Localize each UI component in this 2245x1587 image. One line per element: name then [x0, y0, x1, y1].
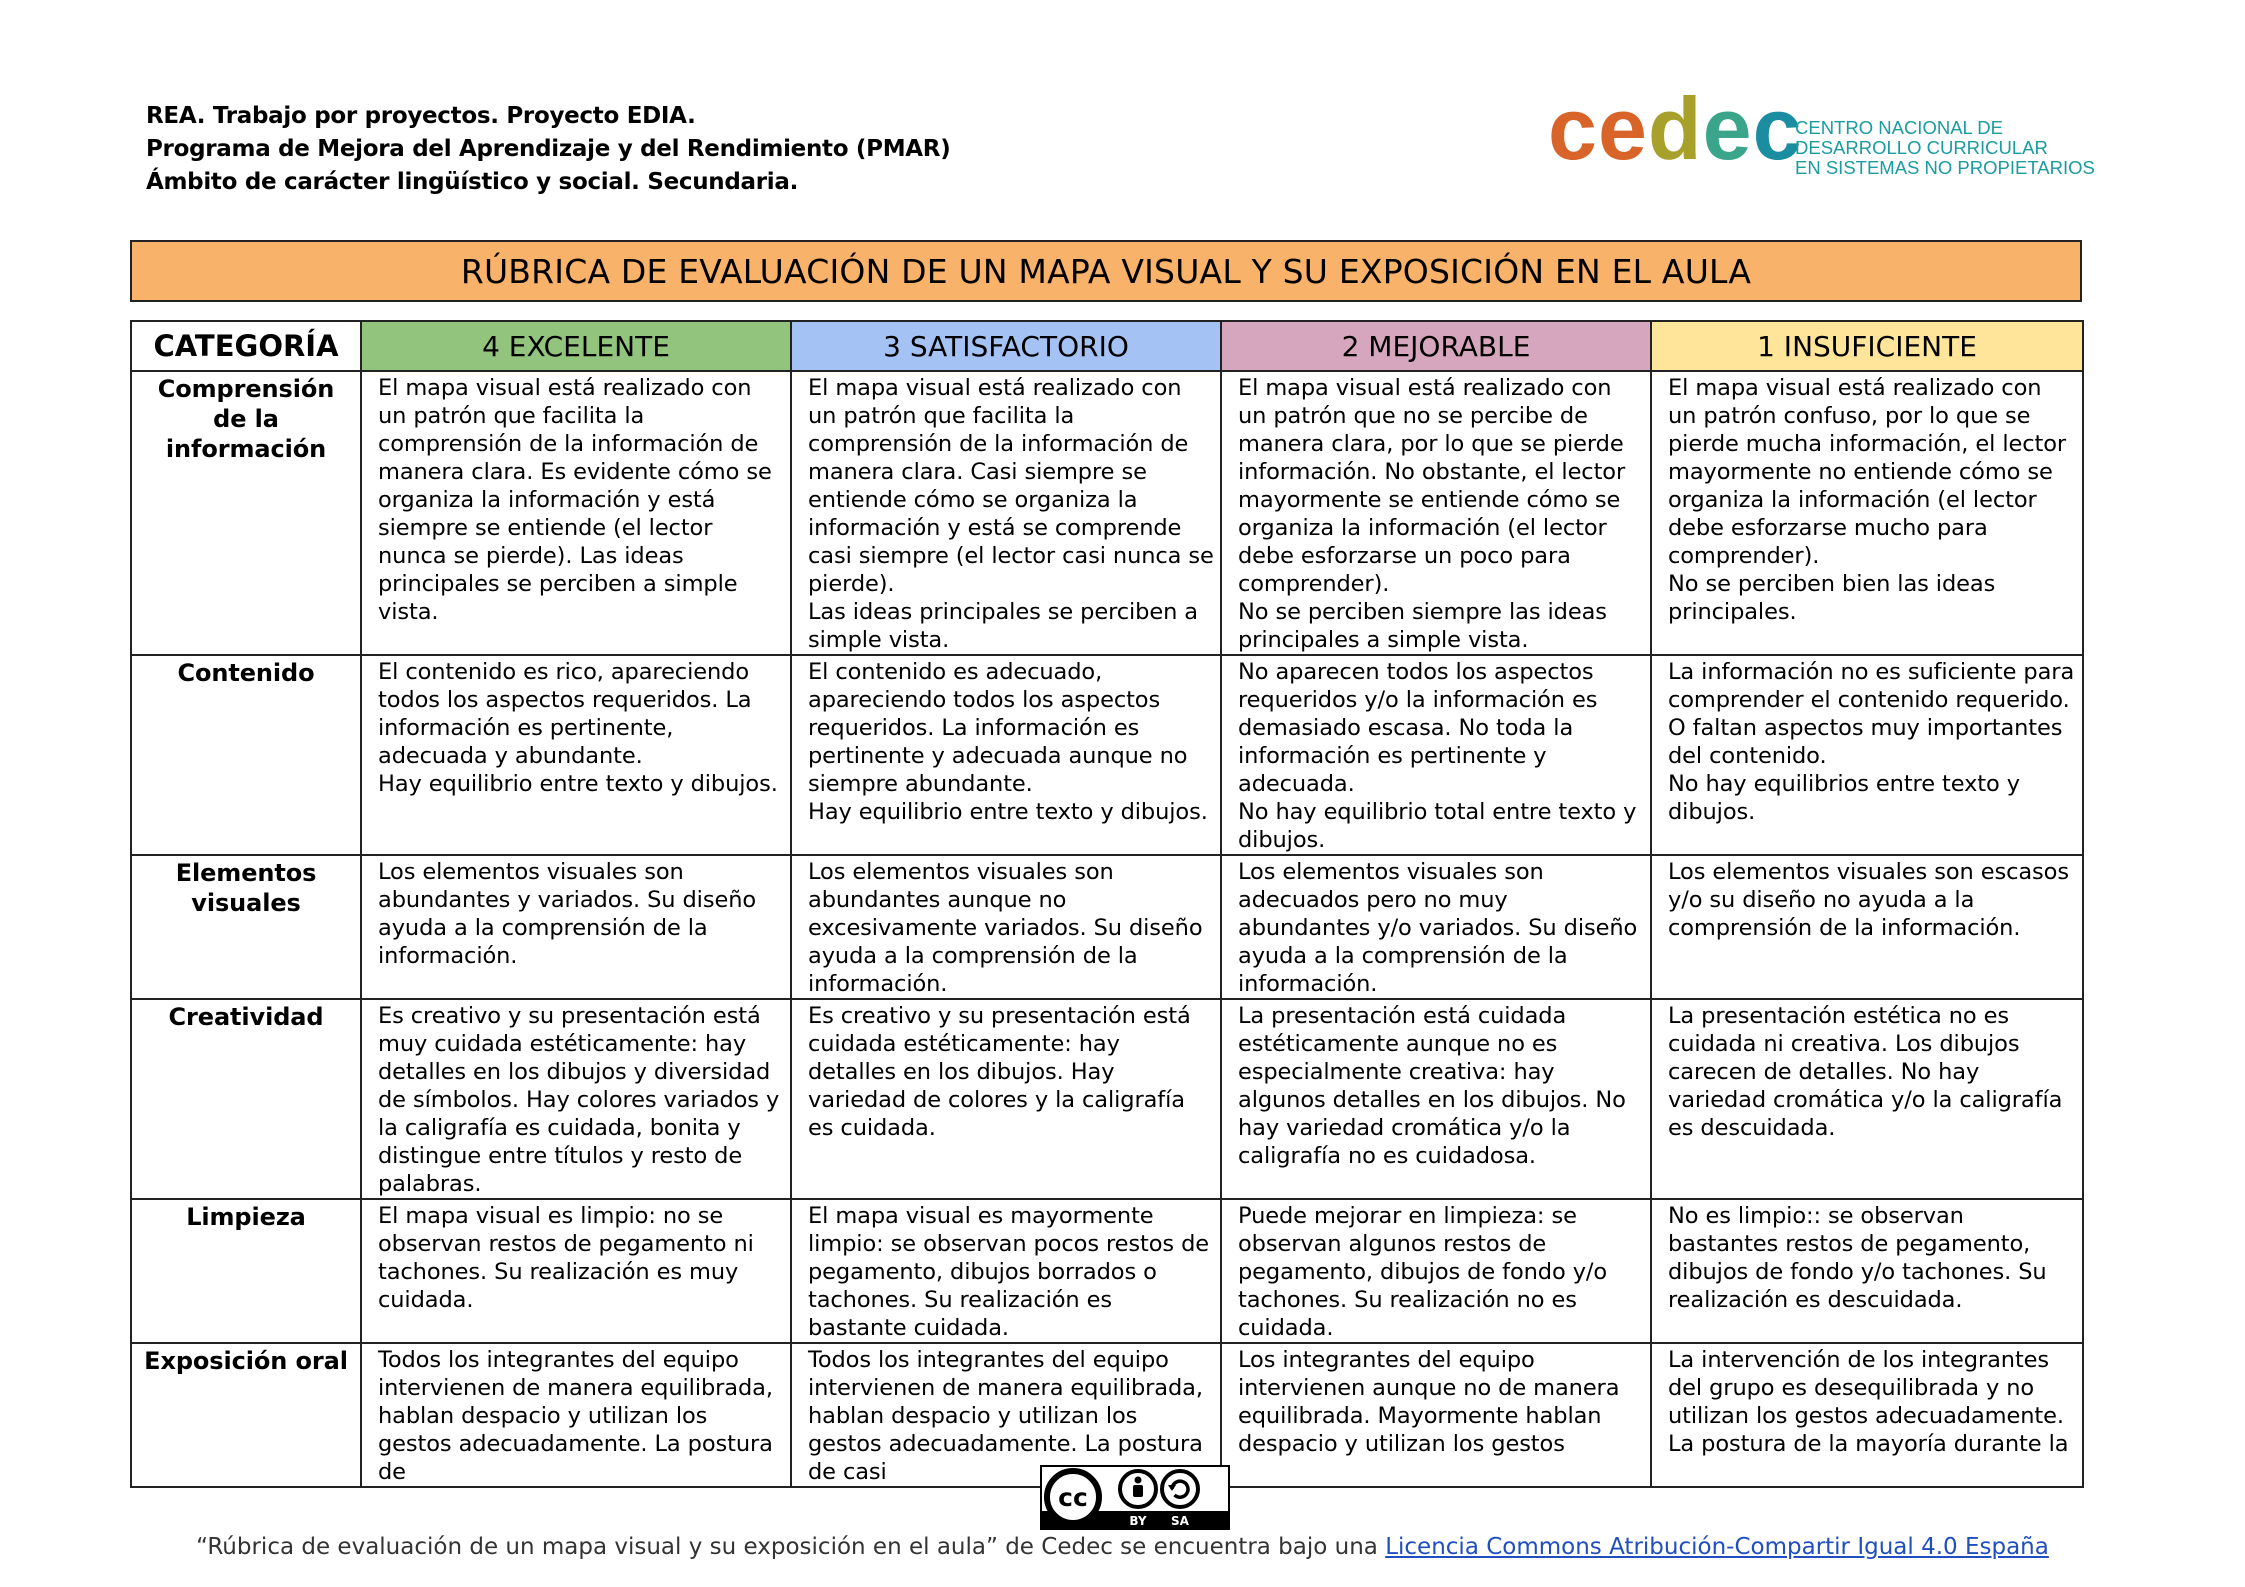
category-cell: Limpieza	[131, 1199, 361, 1343]
license-statement: “Rúbrica de evaluación de un mapa visual y su exposición en el aula” de Cedec se encuentra bajo una	[196, 1534, 1386, 1560]
logo-letter: e	[1597, 79, 1648, 178]
criteria-cell: No aparecen todos los aspectos requeridos y/o la información es demasiado escasa. No toda la información es pertinente y adecuada. No hay equilibrio total entre texto y dibujos.	[1221, 655, 1651, 855]
logo-letter: e	[1702, 79, 1753, 178]
criteria-cell: Los elementos visuales son escasos y/o su diseño no ayuda a la comprensión de la información.	[1651, 855, 2083, 999]
table-row	[131, 655, 2083, 855]
criteria-cell: La intervención de los integrantes del grupo es desequilibrada y no utilizan los gestos adecuadamente. La postura de la mayoría durante la	[1651, 1343, 2083, 1487]
level-header-insuficiente: 1 INSUFICIENTE	[1651, 321, 2083, 371]
header-line: Programa de Mejora del Aprendizaje y del Rendimiento (PMAR)	[146, 136, 951, 162]
document-header	[146, 100, 950, 199]
criteria-cell: Puede mejorar en limpieza: se observan algunos restos de pegamento, dibujos de fondo y/o tachones. Su realización no es cuidada.	[1221, 1199, 1651, 1343]
cc-label: cc	[1058, 1483, 1088, 1512]
logo-tagline-line: DESARROLLO CURRICULAR	[1795, 137, 2048, 158]
criteria-cell: Todos los integrantes del equipo intervienen de manera equilibrada, hablan despacio y utilizan los gestos adecuadamente. La postura de casi	[791, 1343, 1221, 1487]
logo-letter: c	[1548, 79, 1598, 178]
criteria-cell: Los elementos visuales son adecuados pero no muy abundantes y/o variados. Su diseño ayuda a la comprensión de la información.	[1221, 855, 1651, 999]
criteria-cell: Los integrantes del equipo intervienen aunque no de manera equilibrada. Mayormente hablan despacio y utilizan los gestos	[1221, 1343, 1651, 1487]
level-header-excelente: 4 EXCELENTE	[361, 321, 791, 371]
level-header-satisfactorio: 3 SATISFACTORIO	[791, 321, 1221, 371]
sa-label: SA	[1171, 1514, 1189, 1528]
criteria-cell: Los elementos visuales son abundantes aunque no excesivamente variados. Su diseño ayuda a la comprensión de la información.	[791, 855, 1221, 999]
license-footer	[0, 1534, 2245, 1560]
logo-tagline-line: EN SISTEMAS NO PROPIETARIOS	[1795, 157, 2095, 178]
category-cell: Comprensión de la información	[131, 371, 361, 655]
rubric-table	[130, 320, 2084, 1488]
table-row	[131, 371, 2083, 655]
criteria-cell: El mapa visual está realizado con un patrón que facilita la comprensión de la información de manera clara. Casi siempre se entiende cómo se organiza la información y está se comprende casi siempre (el lector casi nunca se pierde). Las ideas principales se perciben a simple vista.	[791, 371, 1221, 655]
criteria-cell: El contenido es rico, apareciendo todos los aspectos requeridos. La información es pertinente, adecuada y abundante. Hay equilibrio entre texto y dibujos.	[361, 655, 791, 855]
criteria-cell: Los elementos visuales son abundantes y variados. Su diseño ayuda a la comprensión de la información.	[361, 855, 791, 999]
category-cell: Elementos visuales	[131, 855, 361, 999]
table-row	[131, 999, 2083, 1199]
logo-tagline-line: CENTRO NACIONAL DE	[1795, 117, 2003, 138]
header-line: Ámbito de carácter lingüístico y social. Secundaria.	[146, 169, 799, 195]
table-row	[131, 855, 2083, 999]
criteria-cell: No es limpio:: se observan bastantes restos de pegamento, dibujos de fondo y/o tachones. Su realización es descuidada.	[1651, 1199, 2083, 1343]
criteria-cell: La presentación estética no es cuidada ni creativa. Los dibujos carecen de detalles. No hay variedad cromática y/o la caligrafía es descuidada.	[1651, 999, 2083, 1199]
criteria-cell: El mapa visual está realizado con un patrón confuso, por lo que se pierde mucha información, el lector mayormente no entiende cómo se organiza la información (el lector debe esforzarse mucho para comprender). No se perciben bien las ideas principales.	[1651, 371, 2083, 655]
category-cell: Exposición oral	[131, 1343, 361, 1487]
category-header: CATEGORÍA	[131, 321, 361, 371]
header-row	[131, 321, 2083, 371]
logo-wordmark	[1548, 78, 1803, 180]
criteria-cell: El mapa visual es mayormente limpio: se observan pocos restos de pegamento, dibujos borrados o tachones. Su realización es bastante cuidada.	[791, 1199, 1221, 1343]
criteria-cell: El contenido es adecuado, apareciendo todos los aspectos requeridos. La información es pertinente y adecuada aunque no siempre abundante. Hay equilibrio entre texto y dibujos.	[791, 655, 1221, 855]
logo-letter: d	[1647, 79, 1703, 178]
criteria-cell: La presentación está cuidada estéticamente aunque no es especialmente creativa: hay algunos detalles en los dibujos. No hay variedad cromática y/o la caligrafía no es cuidadosa.	[1221, 999, 1651, 1199]
category-cell: Contenido	[131, 655, 361, 855]
criteria-cell: El mapa visual es limpio: no se observan restos de pegamento ni tachones. Su realización es muy cuidada.	[361, 1199, 791, 1343]
criteria-cell: El mapa visual está realizado con un patrón que no se percibe de manera clara, por lo que se pierde información. No obstante, el lector mayormente se entiende cómo se organiza la información (el lector debe esforzarse un poco para comprender). No se perciben siempre las ideas principales a simple vista.	[1221, 371, 1651, 655]
criteria-cell: Es creativo y su presentación está muy cuidada estéticamente: hay detalles en los dibujos y diversidad de símbolos. Hay colores variados y la caligrafía es cuidada, bonita y distingue entre títulos y resto de palabras.	[361, 999, 791, 1199]
level-header-mejorable: 2 MEJORABLE	[1221, 321, 1651, 371]
header-line: REA. Trabajo por proyectos. Proyecto EDIA.	[146, 103, 696, 129]
criteria-cell: Es creativo y su presentación está cuidada estéticamente: hay detalles en los dibujos. Hay variedad de colores y la caligrafía es cuidada.	[791, 999, 1221, 1199]
logo-letter: c	[1752, 79, 1803, 178]
category-cell: Creatividad	[131, 999, 361, 1199]
logo-tagline	[1795, 118, 2095, 178]
table-row	[131, 1199, 2083, 1343]
criteria-cell: Todos los integrantes del equipo intervienen de manera equilibrada, hablan despacio y utilizan los gestos adecuadamente. La postura de	[361, 1343, 791, 1487]
license-link[interactable]: Licencia Commons Atribución-Compartir Igual 4.0 España	[1385, 1534, 2049, 1560]
sa-share-alike-icon	[1162, 1471, 1198, 1507]
by-label: BY	[1129, 1514, 1147, 1528]
cedec-logo	[1548, 79, 2095, 190]
rubric-title: RÚBRICA DE EVALUACIÓN DE UN MAPA VISUAL Y SU EXPOSICIÓN EN EL AULA	[130, 240, 2082, 302]
criteria-cell: La información no es suficiente para comprender el contenido requerido. O faltan aspectos muy importantes del contenido. No hay equilibrios entre texto y dibujos.	[1651, 655, 2083, 855]
criteria-cell: El mapa visual está realizado con un patrón que facilita la comprensión de la información de manera clara. Es evidente cómo se organiza la información y está siempre se entiende (el lector nunca se pierde). Las ideas principales se perciben a simple vista.	[361, 371, 791, 655]
cc-by-sa-badge[interactable]	[1040, 1465, 1230, 1530]
